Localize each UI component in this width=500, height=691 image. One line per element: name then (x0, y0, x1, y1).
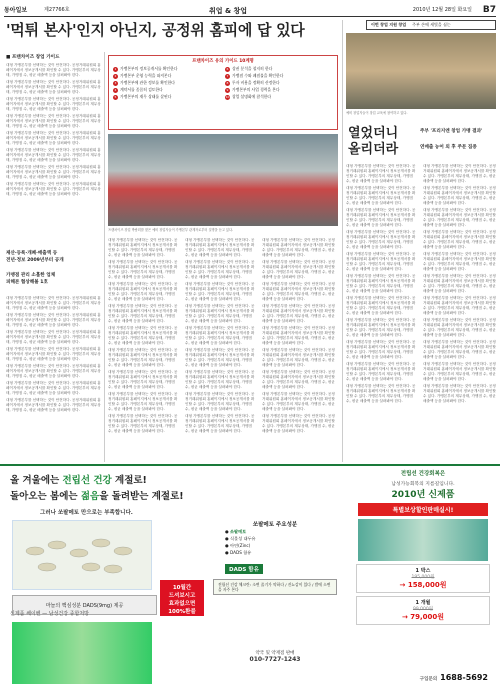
tip-item: 3 가맹본부에 관한 정보를 확인한다 (114, 80, 175, 85)
tips-box-title: 프랜차이즈 유의 가이드 10계명 (192, 59, 254, 64)
price-box-2: 1 개월 99,000원 → 79,000원 (356, 596, 490, 625)
price-panel (350, 466, 496, 688)
side-kicker2: 연매출 농어 외 후 주문 집중 (420, 145, 477, 150)
column-divider (104, 52, 105, 462)
store-contact: 약국 및 약재점 판매 010-7727-1243 (249, 651, 301, 663)
product-photo (358, 519, 488, 561)
tip-item: 7 가맹점 수와 폐점률을 확인한다 (226, 73, 284, 78)
paper-name: 동아일보 (4, 7, 28, 14)
tip-item: 6 상권 분석을 철저히 한다 (226, 66, 273, 71)
tip-item: 5 가맹본부의 재무 상태를 살핀다 (114, 94, 172, 99)
ingredient-item: ● DADS 함유 (225, 550, 252, 555)
side-body-col2: 대형 가맹본부를 선택하는 것이 안전하다. 공정거래위원회 홈페이지에서 정보공개서를 확인할 수 있다. 가맹본부의 재무상태, 가맹점 수, 평균 매출액 등을 살펴봐야 한다. 대형 가맹본부를 선택하는 것이 안전하다. 공정거래위원회 홈페이지에서 정보공개서를 확인할 수 있다. 가맹본부의 재무상태, 가맹점 수, 평균 매출액 등을 살펴봐야 한다. 대형 가맹본부를 선택하는 것이 안전하다. 공정거래위원회 홈페이지에서 정보공개서를 확인할 수 있다. 가맹본부의 재무상태, 가맹점 수, 평균 매출액 등을 살펴봐야 한다. 대형 가맹본부를 선택하는 것이 안전하다. 공정거래위원회 홈페이지에서 정보공개서를 확인할 수 있다. 가맹본부의 재무상태, 가맹점 수, 평균 매출액 등을 살펴봐야 한다. 대형 가맹본부를 선택하는 것이 안전하다. 공정거래위원회 홈페이지에서 정보공개서를 확인할 수 있다. 가맹본부의 재무상태, 가맹점 수, 평균 매출액 등을 살펴봐야 한다. 대형 가맹본부를 선택하는 것이 안전하다. 공정거래위원회 홈페이지에서 정보공개서를 확인할 수 있다. 가맹본부의 재무상태, 가맹점 수, 평균 매출액 등을 살펴봐야 한다. 대형 가맹본부를 선택하는 것이 안전하다. 공정거래위원회 홈페이지에서 정보공개서를 확인할 수 있다. 가맹본부의 재무상태, 가맹점 수, 평균 매출액 등을 살펴봐야 한다. 대형 가맹본부를 선택하는 것이 안전하다. 공정거래위원회 홈페이지에서 정보공개서를 확인할 수 있다. 가맹본부의 재무상태, 가맹점 수, 평균 매출액 등을 살펴봐야 한다. 대형 가맹본부를 선택하는 것이 안전하다. 공정거래위원회 홈페이지에서 정보공개서를 확인할 수 있다. 가맹본부의 재무상태, 가맹점 수, 평균 매출액 등을 살펴봐야 한다. 대형 가맹본부를 선택하는 것이 안전하다. 공정거래위원회 홈페이지에서 정보공개서를 확인할 수 있다. 가맹본부의 재무상태, 가맹점 수, 평균 매출액 등을 살펴봐야 한다. 대형 가맹본부를 선택하는 것이 안전하다. 공정거래위원회 홈페이지에서 정보공개서를 확인할 수 있다. 가맹본부의 재무상태, 가맹점 수, 평균 매출액 등을 살펴봐야 한다. (423, 164, 496, 403)
body-text-col1b: 대형 가맹본부를 선택하는 것이 안전하다. 공정거래위원회 홈페이지에서 정보공개서를 확인할 수 있다. 가맹본부의 재무상태, 가맹점 수, 평균 매출액 등을 살펴봐야 한다. 대형 가맹본부를 선택하는 것이 안전하다. 공정거래위원회 홈페이지에서 정보공개서를 확인할 수 있다. 가맹본부의 재무상태, 가맹점 수, 평균 매출액 등을 살펴봐야 한다. 대형 가맹본부를 선택하는 것이 안전하다. 공정거래위원회 홈페이지에서 정보공개서를 확인할 수 있다. 가맹본부의 재무상태, 가맹점 수, 평균 매출액 등을 살펴봐야 한다. 대형 가맹본부를 선택하는 것이 안전하다. 공정거래위원회 홈페이지에서 정보공개서를 확인할 수 있다. 가맹본부의 재무상태, 가맹점 수, 평균 매출액 등을 살펴봐야 한다. 대형 가맹본부를 선택하는 것이 안전하다. 공정거래위원회 홈페이지에서 정보공개서를 확인할 수 있다. 가맹본부의 재무상태, 가맹점 수, 평균 매출액 등을 살펴봐야 한다. 대형 가맹본부를 선택하는 것이 안전하다. 공정거래위원회 홈페이지에서 정보공개서를 확인할 수 있다. 가맹본부의 재무상태, 가맹점 수, 평균 매출액 등을 살펴봐야 한다. 대형 가맹본부를 선택하는 것이 안전하다. 공정거래위원회 홈페이지에서 정보공개서를 확인할 수 있다. 가맹본부의 재무상태, 가맹점 수, 평균 매출액 등을 살펴봐야 한다. (6, 296, 101, 412)
expo-photo (108, 134, 338, 226)
tip-item: 10 창업 설명회에 참석한다 (225, 94, 272, 99)
side-kicker: 주부 '프리지엔 창업 가맹 결과' (420, 129, 483, 134)
product-box-image (12, 622, 152, 684)
tip-item: 4 계약서를 꼼꼼히 검토한다 (114, 87, 163, 92)
column-divider-right (342, 20, 343, 462)
tip-item: 9 가맹본부의 사업 경력을 본다 (226, 87, 280, 92)
headline: '먹튀 본사'인지 아닌지, 공정위 홈피에 답 있다 (6, 21, 305, 39)
refund-badge: 10월간 드셔보시고 효과없으면 100%환불 (160, 580, 204, 616)
body-text-col1: 대형 가맹본부를 선택하는 것이 안전하다. 공정거래위원회 홈페이지에서 정보공개서를 확인할 수 있다. 가맹본부의 재무상태, 가맹점 수, 평균 매출액 등을 살펴봐야 한다. 대형 가맹본부를 선택하는 것이 안전하다. 공정거래위원회 홈페이지에서 정보공개서를 확인할 수 있다. 가맹본부의 재무상태, 가맹점 수, 평균 매출액 등을 살펴봐야 한다. 대형 가맹본부를 선택하는 것이 안전하다. 공정거래위원회 홈페이지에서 정보공개서를 확인할 수 있다. 가맹본부의 재무상태, 가맹점 수, 평균 매출액 등을 살펴봐야 한다. 대형 가맹본부를 선택하는 것이 안전하다. 공정거래위원회 홈페이지에서 정보공개서를 확인할 수 있다. 가맹본부의 재무상태, 가맹점 수, 평균 매출액 등을 살펴봐야 한다. 대형 가맹본부를 선택하는 것이 안전하다. 공정거래위원회 홈페이지에서 정보공개서를 확인할 수 있다. 가맹본부의 재무상태, 가맹점 수, 평균 매출액 등을 살펴봐야 한다. 대형 가맹본부를 선택하는 것이 안전하다. 공정거래위원회 홈페이지에서 정보공개서를 확인할 수 있다. 가맹본부의 재무상태, 가맹점 수, 평균 매출액 등을 살펴봐야 한다. 대형 가맹본부를 선택하는 것이 안전하다. 공정거래위원회 홈페이지에서 정보공개서를 확인할 수 있다. 가맹본부의 재무상태, 가맹점 수, 평균 매출액 등을 살펴봐야 한다. 대형 가맹본부를 선택하는 것이 안전하다. 공정거래위원회 홈페이지에서 정보공개서를 확인할 수 있다. 가맹본부의 재무상태, 가맹점 수, 평균 매출액 등을 살펴봐야 한다. (6, 63, 101, 196)
tip-item: 1 가맹본부의 정보공개서를 확인한다 (114, 66, 178, 71)
ad-line1: 올 겨울에는 전립선 건강 계절로! (10, 475, 147, 486)
issue-number: 제27766호 (44, 7, 70, 13)
ingredient-item: ● 식물성 대두유 (225, 536, 256, 541)
ad-line3: 그러나 쏘팔메토 만으로는 부족합니다. (40, 510, 133, 516)
tips-list (109, 66, 337, 100)
photo-caption: 프랜차이즈 창업 박람회를 찾은 예비 창업자들이 가맹본부 관계자로부터 설명을 듣고 있다. (108, 228, 234, 232)
tip-item: 8 투자 비용을 정확히 산정한다 (226, 80, 280, 85)
body-text-col2: 대형 가맹본부를 선택하는 것이 안전하다. 공정거래위원회 홈페이지에서 정보공개서를 확인할 수 있다. 가맹본부의 재무상태, 가맹점 수, 평균 매출액 등을 살펴봐야 한다. 대형 가맹본부를 선택하는 것이 안전하다. 공정거래위원회 홈페이지에서 정보공개서를 확인할 수 있다. 가맹본부의 재무상태, 가맹점 수, 평균 매출액 등을 살펴봐야 한다. 대형 가맹본부를 선택하는 것이 안전하다. 공정거래위원회 홈페이지에서 정보공개서를 확인할 수 있다. 가맹본부의 재무상태, 가맹점 수, 평균 매출액 등을 살펴봐야 한다. 대형 가맹본부를 선택하는 것이 안전하다. 공정거래위원회 홈페이지에서 정보공개서를 확인할 수 있다. 가맹본부의 재무상태, 가맹점 수, 평균 매출액 등을 살펴봐야 한다. 대형 가맹본부를 선택하는 것이 안전하다. 공정거래위원회 홈페이지에서 정보공개서를 확인할 수 있다. 가맹본부의 재무상태, 가맹점 수, 평균 매출액 등을 살펴봐야 한다. 대형 가맹본부를 선택하는 것이 안전하다. 공정거래위원회 홈페이지에서 정보공개서를 확인할 수 있다. 가맹본부의 재무상태, 가맹점 수, 평균 매출액 등을 살펴봐야 한다. 대형 가맹본부를 선택하는 것이 안전하다. 공정거래위원회 홈페이지에서 정보공개서를 확인할 수 있다. 가맹본부의 재무상태, 가맹점 수, 평균 매출액 등을 살펴봐야 한다. 대형 가맹본부를 선택하는 것이 안전하다. 공정거래위원회 홈페이지에서 정보공개서를 확인할 수 있다. 가맹본부의 재무상태, 가맹점 수, 평균 매출액 등을 살펴봐야 한다. 대형 가맹본부를 선택하는 것이 안전하다. 공정거래위원회 홈페이지에서 정보공개서를 확인할 수 있다. 가맹본부의 재무상태, 가맹점 수, 평균 매출액 등을 살펴봐야 한다. (108, 238, 178, 433)
dads-banner: 마늘의 핵심성분 DADS(9mg) 제공 (12, 595, 157, 615)
page-header (4, 3, 496, 17)
side-headline: 열었더니 올리더라 (348, 126, 399, 157)
subhead-guide: ■ 프랜차이즈 창업 가이드 (6, 55, 60, 60)
pills-image (12, 520, 152, 590)
order-phone: 구입문의 1688-5692 (419, 673, 488, 682)
ingredients-list (205, 528, 345, 556)
body-text-col4: 대형 가맹본부를 선택하는 것이 안전하다. 공정거래위원회 홈페이지에서 정보공개서를 확인할 수 있다. 가맹본부의 재무상태, 가맹점 수, 평균 매출액 등을 살펴봐야 한다. 대형 가맹본부를 선택하는 것이 안전하다. 공정거래위원회 홈페이지에서 정보공개서를 확인할 수 있다. 가맹본부의 재무상태, 가맹점 수, 평균 매출액 등을 살펴봐야 한다. 대형 가맹본부를 선택하는 것이 안전하다. 공정거래위원회 홈페이지에서 정보공개서를 확인할 수 있다. 가맹본부의 재무상태, 가맹점 수, 평균 매출액 등을 살펴봐야 한다. 대형 가맹본부를 선택하는 것이 안전하다. 공정거래위원회 홈페이지에서 정보공개서를 확인할 수 있다. 가맹본부의 재무상태, 가맹점 수, 평균 매출액 등을 살펴봐야 한다. 대형 가맹본부를 선택하는 것이 안전하다. 공정거래위원회 홈페이지에서 정보공개서를 확인할 수 있다. 가맹본부의 재무상태, 가맹점 수, 평균 매출액 등을 살펴봐야 한다. 대형 가맹본부를 선택하는 것이 안전하다. 공정거래위원회 홈페이지에서 정보공개서를 확인할 수 있다. 가맹본부의 재무상태, 가맹점 수, 평균 매출액 등을 살펴봐야 한다. 대형 가맹본부를 선택하는 것이 안전하다. 공정거래위원회 홈페이지에서 정보공개서를 확인할 수 있다. 가맹본부의 재무상태, 가맹점 수, 평균 매출액 등을 살펴봐야 한다. 대형 가맹본부를 선택하는 것이 안전하다. 공정거래위원회 홈페이지에서 정보공개서를 확인할 수 있다. 가맹본부의 재무상태, 가맹점 수, 평균 매출액 등을 살펴봐야 한다. 대형 가맹본부를 선택하는 것이 안전하다. 공정거래위원회 홈페이지에서 정보공개서를 확인할 수 있다. 가맹본부의 재무상태, 가맹점 수, 평균 매출액 등을 살펴봐야 한다. (262, 238, 335, 433)
price-box-1: 1 박스 195,000원 → 158,000원 (356, 564, 490, 593)
pills-icon (13, 521, 153, 591)
tips-box (108, 55, 338, 130)
subhead-management: 가맹점 관리 소홀한 업체 피해본 협상해볼 1호 (6, 273, 56, 285)
subhead-disclosure: 제산·등록·개폐·매출액 등 전년·정보 2009년부터 공개 (6, 251, 64, 263)
ingredients-title: 쏘팔메토 주요성분 (252, 522, 298, 528)
side-body-col1: 대형 가맹본부를 선택하는 것이 안전하다. 공정거래위원회 홈페이지에서 정보공개서를 확인할 수 있다. 가맹본부의 재무상태, 가맹점 수, 평균 매출액 등을 살펴봐야 한다. 대형 가맹본부를 선택하는 것이 안전하다. 공정거래위원회 홈페이지에서 정보공개서를 확인할 수 있다. 가맹본부의 재무상태, 가맹점 수, 평균 매출액 등을 살펴봐야 한다. 대형 가맹본부를 선택하는 것이 안전하다. 공정거래위원회 홈페이지에서 정보공개서를 확인할 수 있다. 가맹본부의 재무상태, 가맹점 수, 평균 매출액 등을 살펴봐야 한다. 대형 가맹본부를 선택하는 것이 안전하다. 공정거래위원회 홈페이지에서 정보공개서를 확인할 수 있다. 가맹본부의 재무상태, 가맹점 수, 평균 매출액 등을 살펴봐야 한다. 대형 가맹본부를 선택하는 것이 안전하다. 공정거래위원회 홈페이지에서 정보공개서를 확인할 수 있다. 가맹본부의 재무상태, 가맹점 수, 평균 매출액 등을 살펴봐야 한다. 대형 가맹본부를 선택하는 것이 안전하다. 공정거래위원회 홈페이지에서 정보공개서를 확인할 수 있다. 가맹본부의 재무상태, 가맹점 수, 평균 매출액 등을 살펴봐야 한다. 대형 가맹본부를 선택하는 것이 안전하다. 공정거래위원회 홈페이지에서 정보공개서를 확인할 수 있다. 가맹본부의 재무상태, 가맹점 수, 평균 매출액 등을 살펴봐야 한다. 대형 가맹본부를 선택하는 것이 안전하다. 공정거래위원회 홈페이지에서 정보공개서를 확인할 수 있다. 가맹본부의 재무상태, 가맹점 수, 평균 매출액 등을 살펴봐야 한다. 대형 가맹본부를 선택하는 것이 안전하다. 공정거래위원회 홈페이지에서 정보공개서를 확인할 수 있다. 가맹본부의 재무상태, 가맹점 수, 평균 매출액 등을 살펴봐야 한다. 대형 가맹본부를 선택하는 것이 안전하다. 공정거래위원회 홈페이지에서 정보공개서를 확인할 수 있다. 가맹본부의 재무상태, 가맹점 수, 평균 매출액 등을 살펴봐야 한다. 대형 가맹본부를 선택하는 것이 안전하다. 공정거래위원회 홈페이지에서 정보공개서를 확인할 수 있다. 가맹본부의 재무상태, 가맹점 수, 평균 매출액 등을 살펴봐야 한다. (346, 164, 416, 403)
sale-banner: 특별보상할인판매실시! (358, 503, 488, 516)
side-photo (346, 33, 496, 109)
health-checklist: 전립선 건강 체크란: 소변 줄기가 약하다 / 잔뇨감이 있다 / 밤에 소변을 자주 본다 (213, 579, 337, 595)
side-header: 이번 창업 지원 창업 주부 손에 새빛을 심는 (366, 20, 496, 30)
price-panel-year: 2010년 신제품 (391, 490, 455, 500)
ingredient-item: ● 아연(Zinc) (225, 543, 251, 548)
section-title: 취업 & 창업 (209, 7, 248, 15)
tip-item: 2 가맹본부 운영 능력을 따져본다 (114, 73, 172, 78)
dads-tag: DADS 함유 (225, 564, 263, 574)
side-photo-caption: 예비 창업자들이 창업 교육에 참여하고 있다. (346, 111, 408, 115)
body-text-col3: 대형 가맹본부를 선택하는 것이 안전하다. 공정거래위원회 홈페이지에서 정보공개서를 확인할 수 있다. 가맹본부의 재무상태, 가맹점 수, 평균 매출액 등을 살펴봐야 한다. 대형 가맹본부를 선택하는 것이 안전하다. 공정거래위원회 홈페이지에서 정보공개서를 확인할 수 있다. 가맹본부의 재무상태, 가맹점 수, 평균 매출액 등을 살펴봐야 한다. 대형 가맹본부를 선택하는 것이 안전하다. 공정거래위원회 홈페이지에서 정보공개서를 확인할 수 있다. 가맹본부의 재무상태, 가맹점 수, 평균 매출액 등을 살펴봐야 한다. 대형 가맹본부를 선택하는 것이 안전하다. 공정거래위원회 홈페이지에서 정보공개서를 확인할 수 있다. 가맹본부의 재무상태, 가맹점 수, 평균 매출액 등을 살펴봐야 한다. 대형 가맹본부를 선택하는 것이 안전하다. 공정거래위원회 홈페이지에서 정보공개서를 확인할 수 있다. 가맹본부의 재무상태, 가맹점 수, 평균 매출액 등을 살펴봐야 한다. 대형 가맹본부를 선택하는 것이 안전하다. 공정거래위원회 홈페이지에서 정보공개서를 확인할 수 있다. 가맹본부의 재무상태, 가맹점 수, 평균 매출액 등을 살펴봐야 한다. 대형 가맹본부를 선택하는 것이 안전하다. 공정거래위원회 홈페이지에서 정보공개서를 확인할 수 있다. 가맹본부의 재무상태, 가맹점 수, 평균 매출액 등을 살펴봐야 한다. 대형 가맹본부를 선택하는 것이 안전하다. 공정거래위원회 홈페이지에서 정보공개서를 확인할 수 있다. 가맹본부의 재무상태, 가맹점 수, 평균 매출액 등을 살펴봐야 한다. 대형 가맹본부를 선택하는 것이 안전하다. 공정거래위원회 홈페이지에서 정보공개서를 확인할 수 있다. 가맹본부의 재무상태, 가맹점 수, 평균 매출액 등을 살펴봐야 한다. (185, 238, 255, 433)
price-panel-title: 전립선 건강회복은 (400, 471, 446, 477)
price-panel-subtitle: 남성가능회복의 지름길입니다. (391, 482, 455, 487)
date: 2010년 12월 28일 화요일 (412, 7, 472, 13)
ad-line2: 돌아오는 봄에는 젊음을 돌려받는 계절로! (10, 491, 184, 502)
brand-line: 신제품 쎄이벤 — 남성건강 종합처방 (10, 611, 89, 617)
page-number: B7 (482, 4, 496, 15)
ingredient-item: ● 쏘팔메토 (225, 529, 247, 534)
